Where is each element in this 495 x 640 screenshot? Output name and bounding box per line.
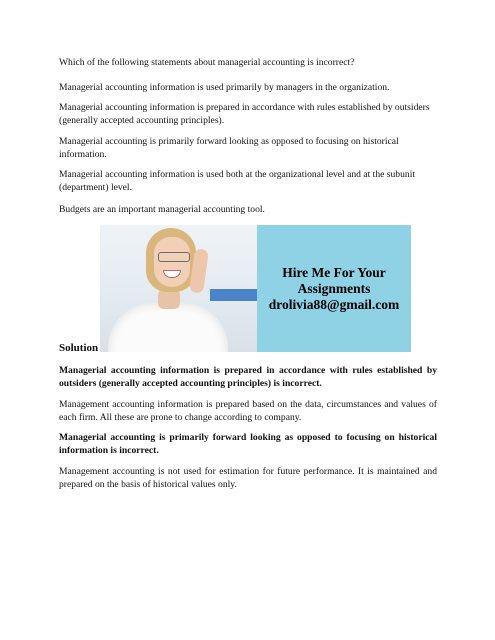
answer-2: Managerial accounting is primarily forward looking as opposed to focusing on historical information is incorrect. <box>59 432 437 456</box>
ad-text-panel <box>257 225 411 352</box>
glasses-shape <box>158 252 190 262</box>
option-4: Managerial accounting information is used both at the organizational level and at the subunit (department) level. <box>59 169 416 193</box>
ad-email: drolivia88@gmail.com <box>268 296 400 312</box>
answer-1: Managerial accounting information is prepared in accordance with rules established by outsiders (generally accepted accounting principles) is incorrect. <box>59 365 437 389</box>
question-text: Which of the following statements about managerial accounting is incorrect? <box>59 57 355 68</box>
option-5: Budgets are an important managerial accounting tool. <box>59 204 265 215</box>
option-2: Managerial accounting information is prepared in accordance with rules established by outsiders (generally accepted accounting principles). <box>59 102 430 126</box>
neck-shape <box>158 289 180 309</box>
option-1: Managerial accounting information is used primarily by managers in the organization. <box>59 82 390 93</box>
ad-headline-line2: Assignments <box>297 280 371 296</box>
option-3: Managerial accounting is primarily forward looking as opposed to focusing on historical information. <box>59 136 399 160</box>
advertisement-banner <box>100 225 411 352</box>
explanation-2: Management accounting is not used for estimation for future performance. It is maintained and prepared on the basis of historical values only. <box>59 466 437 490</box>
ad-headline-line1: Hire Me For Your <box>282 264 386 280</box>
sweater-shape <box>108 303 228 352</box>
face-shape <box>154 237 190 287</box>
background-shape <box>210 289 257 301</box>
woman-photo <box>100 225 257 352</box>
explanation-1: Management accounting information is prepared based on the data, circumstances and values of each firm. All these are prone to change according to company. <box>59 399 437 423</box>
solution-heading: Solution <box>59 342 99 354</box>
